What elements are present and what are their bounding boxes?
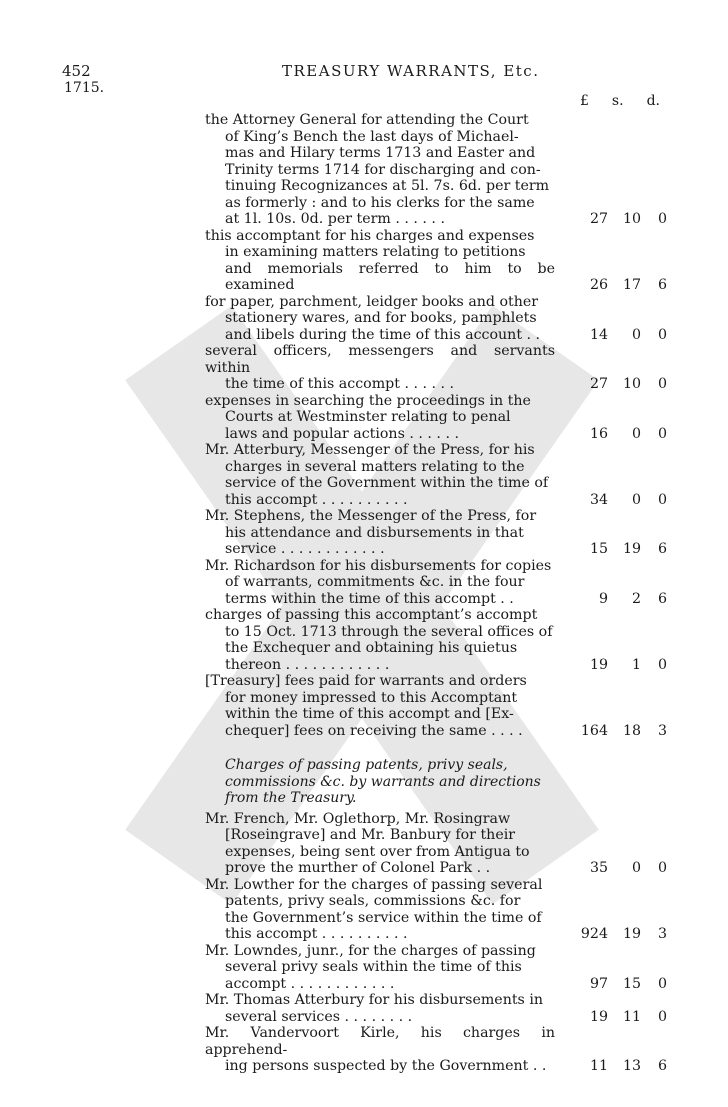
ledger-entry — [0, 1025, 728, 1075]
entry-amount — [575, 975, 667, 992]
entry-line: Mr. Richardson for his disbursements for copies — [205, 557, 552, 574]
entry-line: several privy seals within the time of this — [225, 959, 522, 975]
ledger-body — [0, 112, 728, 1075]
entry-line: charges of passing this accomptant’s accompt — [205, 607, 538, 623]
entry-line: Mr. Stephens, the Messenger of the Press, for — [205, 508, 537, 524]
pence-value: 0 — [657, 211, 667, 227]
entry-line: of warrants, commitments &c. in the four — [225, 574, 525, 590]
entry-line: at 1l. 10s. 0d. per term . . . . . . — [225, 211, 445, 227]
ledger-entry — [0, 343, 728, 393]
entry-text — [205, 442, 555, 508]
pence-value: 0 — [657, 1008, 667, 1025]
entry-text — [205, 393, 555, 443]
entry-line: in examining matters relating to petitions — [225, 244, 526, 260]
entry-line: expenses, being sent over from Antigua to — [225, 843, 530, 860]
pounds-value: 11 — [589, 1058, 608, 1074]
shillings-value: 10 — [622, 211, 641, 227]
shillings-value: 0 — [631, 326, 641, 343]
entry-line: and memorials referred to him to be examined — [225, 260, 555, 293]
entry-line: tinuing Recognizances at 5l. 7s. 6d. per term — [225, 178, 550, 194]
pence-value: 0 — [657, 376, 667, 392]
entry-text — [205, 558, 555, 608]
ledger-entry — [0, 393, 728, 443]
pounds-value: 924 — [580, 926, 608, 942]
ledger-entry — [0, 673, 728, 739]
entry-line: expenses in searching the proceedings in the — [205, 392, 531, 409]
entry-line: patents, privy seals, commissions &c. for — [225, 893, 521, 909]
pence-value: 3 — [657, 722, 667, 739]
entry-line: [Roseingrave] and Mr. Banbury for their — [225, 827, 516, 843]
ledger-entry — [0, 442, 728, 508]
entry-line: prove the murther of Colonel Park . . — [225, 860, 491, 876]
entry-line: Trinity terms 1714 for discharging and con- — [225, 161, 541, 178]
ledger-entry — [0, 294, 728, 344]
pence-value: 0 — [657, 491, 667, 508]
pence-value: 6 — [657, 1058, 667, 1074]
entry-amount — [575, 376, 667, 393]
entry-line: and libels during the time of this account . . — [225, 326, 541, 343]
pence-value: 6 — [657, 541, 667, 557]
entry-line: the Government’s service within the time of — [225, 909, 542, 926]
shillings-value: 17 — [622, 277, 641, 293]
entry-line: Mr. Lowther for the charges of passing several — [205, 876, 543, 893]
entry-amount — [575, 211, 667, 228]
entry-line: charges in several matters relating to the — [225, 458, 525, 475]
pence-value: 3 — [657, 926, 667, 942]
entry-line: this accompt . . . . . . . . . . — [225, 491, 408, 508]
entry-line: for paper, parchment, leidger books and other — [205, 293, 539, 310]
entry-line: accompt . . . . . . . . . . . . — [225, 975, 395, 992]
pence-value: 0 — [657, 425, 667, 442]
entry-line: several officers, messengers and servants within — [205, 343, 555, 376]
pence-value: 6 — [657, 590, 667, 607]
entry-line: terms within the time of this accompt . . — [225, 590, 514, 607]
ledger-entry — [0, 943, 728, 993]
entry-line: chequer] fees on receiving the same . . . . — [225, 722, 523, 739]
entry-line: several services . . . . . . . . — [225, 1008, 413, 1025]
entry-amount — [575, 326, 667, 343]
ledger-entry — [0, 607, 728, 673]
shillings-value: 13 — [622, 1058, 641, 1074]
entry-amount — [575, 425, 667, 442]
entry-text — [205, 943, 555, 993]
shillings-value: 19 — [622, 541, 641, 557]
ledger-entry — [0, 877, 728, 943]
pounds-value: 15 — [589, 541, 608, 557]
entry-line: [Treasury] fees paid for warrants and orders — [205, 673, 527, 689]
shillings-value: 19 — [622, 926, 641, 942]
pence-value: 0 — [657, 860, 667, 876]
shillings-value: 0 — [631, 860, 641, 876]
pence-value: 0 — [657, 326, 667, 343]
pounds-value: 34 — [589, 491, 608, 508]
pounds-header: £ — [580, 93, 589, 109]
entry-line: this accompt . . . . . . . . . . — [225, 926, 408, 942]
pounds-value: 16 — [589, 425, 608, 442]
entry-line: the time of this accompt . . . . . . — [225, 376, 455, 392]
entry-line: as formerly : and to his clerks for the same — [225, 194, 535, 211]
pounds-value: 14 — [589, 326, 608, 343]
entry-amount — [575, 277, 667, 294]
entry-text — [205, 508, 555, 558]
entry-amount — [575, 860, 667, 877]
entry-amount — [575, 590, 667, 607]
shillings-value: 11 — [622, 1008, 641, 1025]
entry-line: Mr. Lowndes, junr., for the charges of passing — [205, 942, 536, 959]
pounds-value: 19 — [589, 656, 608, 673]
pounds-value: 26 — [589, 277, 608, 293]
shillings-value: 2 — [631, 590, 641, 607]
entry-line: laws and popular actions . . . . . . — [225, 425, 459, 442]
ledger-entry — [0, 228, 728, 294]
entry-amount — [575, 1008, 667, 1025]
year-label: 1715. — [64, 80, 105, 96]
entry-text — [205, 343, 555, 393]
ledger-entry — [0, 558, 728, 608]
pounds-value: 27 — [589, 376, 608, 392]
entry-line: to 15 Oct. 1713 through the several offices of — [225, 623, 553, 640]
entry-amount — [575, 722, 667, 739]
entry-text — [205, 673, 555, 739]
entry-text — [205, 112, 555, 228]
entry-line: the Exchequer and obtaining his quietus — [225, 640, 518, 656]
currency-column-headers — [580, 93, 660, 109]
entry-line: Mr. Thomas Atterbury for his disbursements in — [205, 992, 543, 1008]
entry-line: within the time of this accompt and [Ex- — [225, 706, 514, 722]
entry-line: Mr. Vandervoort Kirle, his charges in apprehend- — [205, 1025, 555, 1058]
pence-value: 6 — [657, 277, 667, 293]
entry-amount — [575, 656, 667, 673]
pence-value: 0 — [657, 656, 667, 673]
ledger-entry — [0, 112, 728, 228]
entry-line: thereon . . . . . . . . . . . . — [225, 656, 390, 673]
entry-line: stationery wares, and for books, pamphlets — [225, 310, 537, 326]
pounds-value: 9 — [598, 590, 608, 607]
entry-line: Mr. French, Mr. Oglethorp, Mr. Rosingraw — [205, 810, 511, 827]
entry-line: service . . . . . . . . . . . . — [225, 541, 385, 557]
entry-text — [205, 294, 555, 344]
entry-line: of King’s Bench the last days of Michael- — [225, 128, 519, 145]
pounds-value: 27 — [589, 211, 608, 227]
page-number: 452 — [62, 62, 91, 80]
entry-text — [205, 877, 555, 943]
entry-line: for money impressed to this Accomptant — [225, 689, 518, 706]
entry-line: Mr. Atterbury, Messenger of the Press, for his — [205, 442, 535, 458]
entry-line: his attendance and disbursements in that — [225, 524, 524, 541]
pence-header: d. — [646, 93, 660, 109]
pounds-value: 19 — [589, 1008, 608, 1025]
pounds-value: 35 — [589, 860, 608, 876]
shillings-value: 10 — [622, 376, 641, 392]
entry-line: service of the Government within the time of — [225, 475, 549, 491]
pounds-value: 164 — [580, 722, 608, 739]
section-heading: Charges of passing patents, privy seals, commissions &c. by warrants and directions from the Treasury. — [225, 757, 541, 806]
ledger-entry — [0, 992, 728, 1025]
entry-amount — [575, 1058, 667, 1075]
ledger-entry — [0, 508, 728, 558]
entry-line: this accomptant for his charges and expenses — [205, 227, 535, 244]
shillings-value: 18 — [622, 722, 641, 739]
shillings-header: s. — [611, 93, 624, 109]
ledger-entry — [0, 811, 728, 877]
entry-amount — [575, 541, 667, 558]
entry-amount — [575, 491, 667, 508]
shillings-value: 15 — [622, 975, 641, 992]
entry-amount — [575, 926, 667, 943]
entry-text — [205, 228, 555, 294]
shillings-value: 0 — [631, 491, 641, 508]
pence-value: 0 — [657, 975, 667, 992]
pounds-value: 97 — [589, 975, 608, 992]
entry-text — [205, 607, 555, 673]
shillings-value: 0 — [631, 425, 641, 442]
entry-text — [205, 811, 555, 877]
entry-line: Courts at Westminster relating to penal — [225, 409, 511, 425]
entry-text — [205, 1025, 555, 1075]
entry-line: ing persons suspected by the Government . . — [225, 1058, 547, 1074]
entry-line: mas and Hilary terms 1713 and Easter and — [225, 145, 536, 161]
page-title: TREASURY WARRANTS, Etc. — [282, 62, 540, 80]
entry-line: the Attorney General for attending the Court — [205, 112, 529, 128]
shillings-value: 1 — [631, 656, 641, 673]
entry-text — [205, 992, 555, 1025]
